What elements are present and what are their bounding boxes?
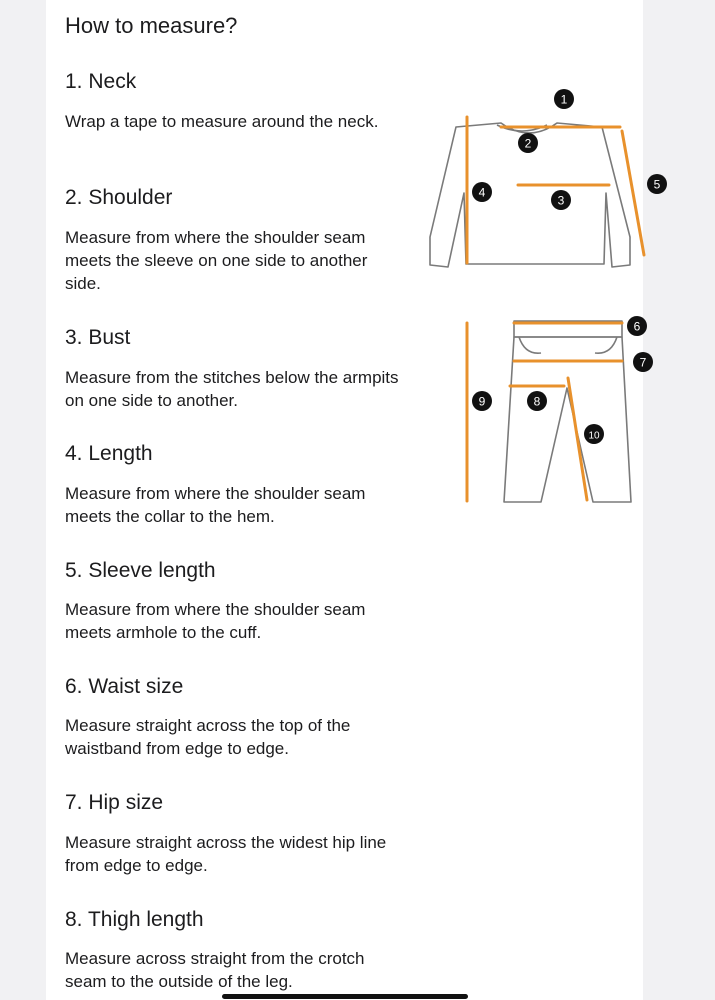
marker-6 [627,316,647,336]
marker-2 [518,133,538,153]
section-text-neck: Wrap a tape to measure around the neck. [65,112,379,131]
section-heading-sleeve-length: 5. Sleeve length [65,559,216,582]
marker-4 [472,182,492,202]
marker-2-label: 2 [524,136,532,151]
marker-8-label: 8 [533,394,541,409]
section-text-shoulder: Measure from where the shoulder seam meets the sleeve on one side to another side. [65,228,368,293]
marker-5 [647,174,667,194]
section-heading-thigh-length: 8. Thigh length [65,908,204,931]
marker-6-label: 6 [633,319,641,334]
page-title: How to measure? [65,13,238,38]
marker-3-label: 3 [557,193,565,208]
section-text-length: Measure from where the shoulder seam meets the collar to the hem. [65,484,366,526]
marker-1 [554,89,574,109]
pants-illustration [504,321,631,502]
marker-7-label: 7 [639,355,647,370]
section-heading-waist-size: 6. Waist size [65,675,184,698]
measurement-lines [467,117,644,501]
inseam-line [568,378,587,500]
marker-10-label: 10 [588,430,600,442]
section-text-sleeve-length: Measure from where the shoulder seam meets armhole to the cuff. [65,600,366,642]
marker-4-label: 4 [478,185,486,200]
section-heading-length: 4. Length [65,442,153,465]
section-heading-neck: 1. Neck [65,70,137,93]
marker-3 [551,190,571,210]
sleeve-length-line [622,131,644,255]
section-text-waist-size: Measure straight across the top of the waistband from edge to edge. [65,716,351,758]
marker-1-label: 1 [560,92,568,107]
section-text-hip-size: Measure straight across the widest hip line from edge to edge. [65,833,387,875]
section-text-thigh-length: Measure across straight from the crotch seam to the outside of the leg. [65,949,365,991]
content-sheet [46,0,661,1000]
measurement-diagram-svg [413,85,661,510]
section-heading-bust: 3. Bust [65,326,131,349]
measurement-diagram [413,85,661,510]
marker-9 [472,391,492,411]
section-heading-shoulder: 2. Shoulder [65,186,173,209]
home-indicator[interactable] [222,994,468,999]
section-text-bust: Measure from the stitches below the armpits on one side to another. [65,368,399,410]
section-heading-hip-size: 7. Hip size [65,791,164,814]
marker-7 [633,352,653,372]
marker-8 [527,391,547,411]
marker-5-label: 5 [653,177,661,192]
marker-9-label: 9 [478,394,486,409]
marker-10 [584,424,604,444]
